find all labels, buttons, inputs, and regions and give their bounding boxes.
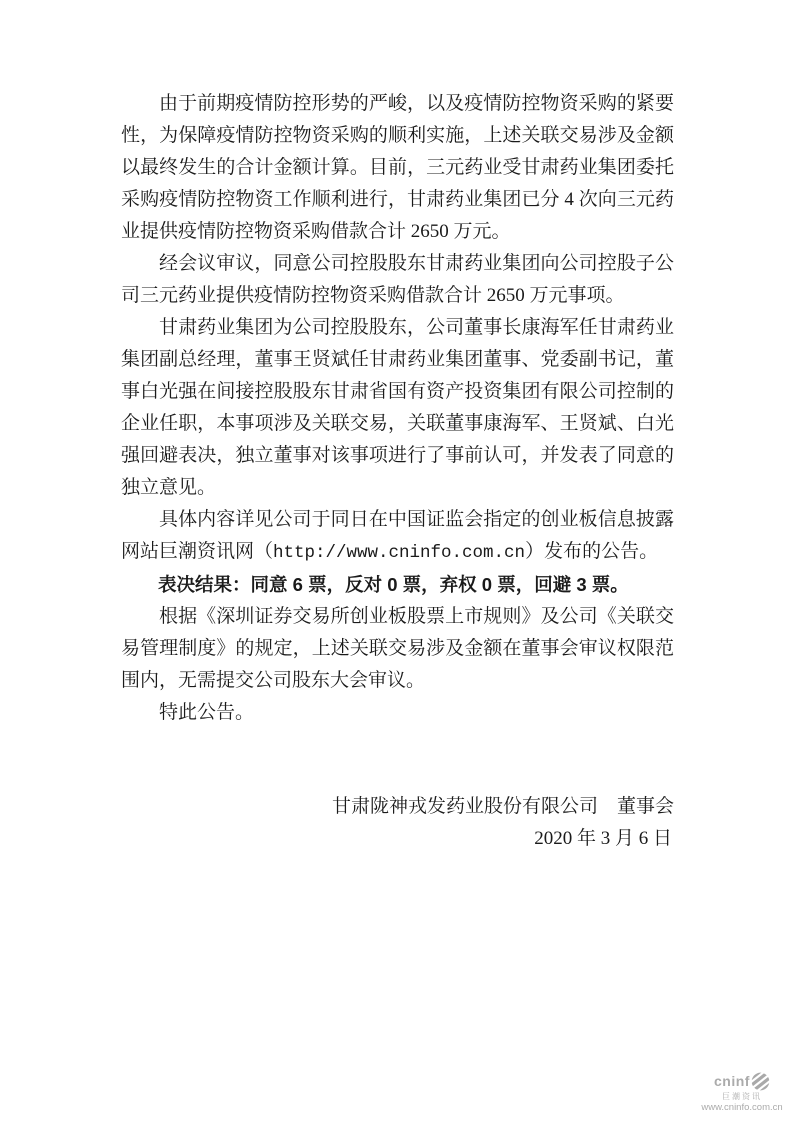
signature-company-line: 甘肃陇神戎发药业股份有限公司 董事会 — [331, 796, 674, 817]
cninfo-globe-icon — [751, 1072, 770, 1091]
cninfo-logo-text: cninf — [714, 1073, 750, 1090]
paragraph-meeting-approval: 经会议审议，同意公司控股股东甘肃药业集团向公司控股子公司三元药业提供疫情防控物资采购借款合计 2650 万元事项。 — [121, 253, 674, 306]
signature-date-line: 2020 年 3 月 6 日 — [534, 828, 672, 849]
disclosure-url-text: http://www.cninfo.com.cn — [273, 543, 526, 563]
document-body — [121, 88, 674, 855]
watermark-brand-text: 巨潮资讯 — [722, 1091, 762, 1101]
watermark-url-text: www.cninfo.com.cn — [701, 1102, 783, 1114]
paragraph-disclosure-website — [121, 504, 674, 569]
disclosure-text-prefix: 具体内容详见公司于同日在中国证监会指定的创业板信息披露网站巨潮资讯网（ — [121, 509, 674, 562]
cninfo-watermark — [697, 1072, 787, 1114]
paragraph-related-party-relationship: 甘肃药业集团为公司控股股东，公司董事长康海军任甘肃药业集团副总经理，董事王贤斌任甘肃药业集团董事、党委副书记，董事白光强在间接控股股东甘肃省国有资产投资集团有限公司控制的企业任职，本事项涉及关联交易，关联董事康海军、王贤斌、白光强回避表决，独立董事对该事项进行了事前认可，并发表了同意的独立意见。 — [121, 317, 674, 498]
paragraph-vote-result: 表决结果：同意 6 票，反对 0 票，弃权 0 票，回避 3 票。 — [158, 574, 629, 595]
signature-block — [121, 791, 674, 855]
paragraph-rules-basis: 根据《深圳证券交易所创业板股票上市规则》及公司《关联交易管理制度》的规定，上述关联交易涉及金额在董事会审议权限范围内，无需提交公司股东大会审议。 — [121, 606, 674, 691]
watermark-logo-row — [697, 1072, 787, 1091]
paragraph-closing: 特此公告。 — [159, 702, 255, 723]
disclosure-text-suffix: ）发布的公告。 — [525, 541, 659, 562]
paragraph-amount-calculation: 由于前期疫情防控形势的严峻，以及疫情防控物资采购的紧要性，为保障疫情防控物资采购的顺利实施，上述关联交易涉及金额以最终发生的合计金额计算。目前，三元药业受甘肃药业集团委托采购疫情防控物资工作顺利进行，甘肃药业集团已分 4 次向三元药业提供疫情防控物资采购借款合计 2650 万元。 — [121, 93, 674, 242]
